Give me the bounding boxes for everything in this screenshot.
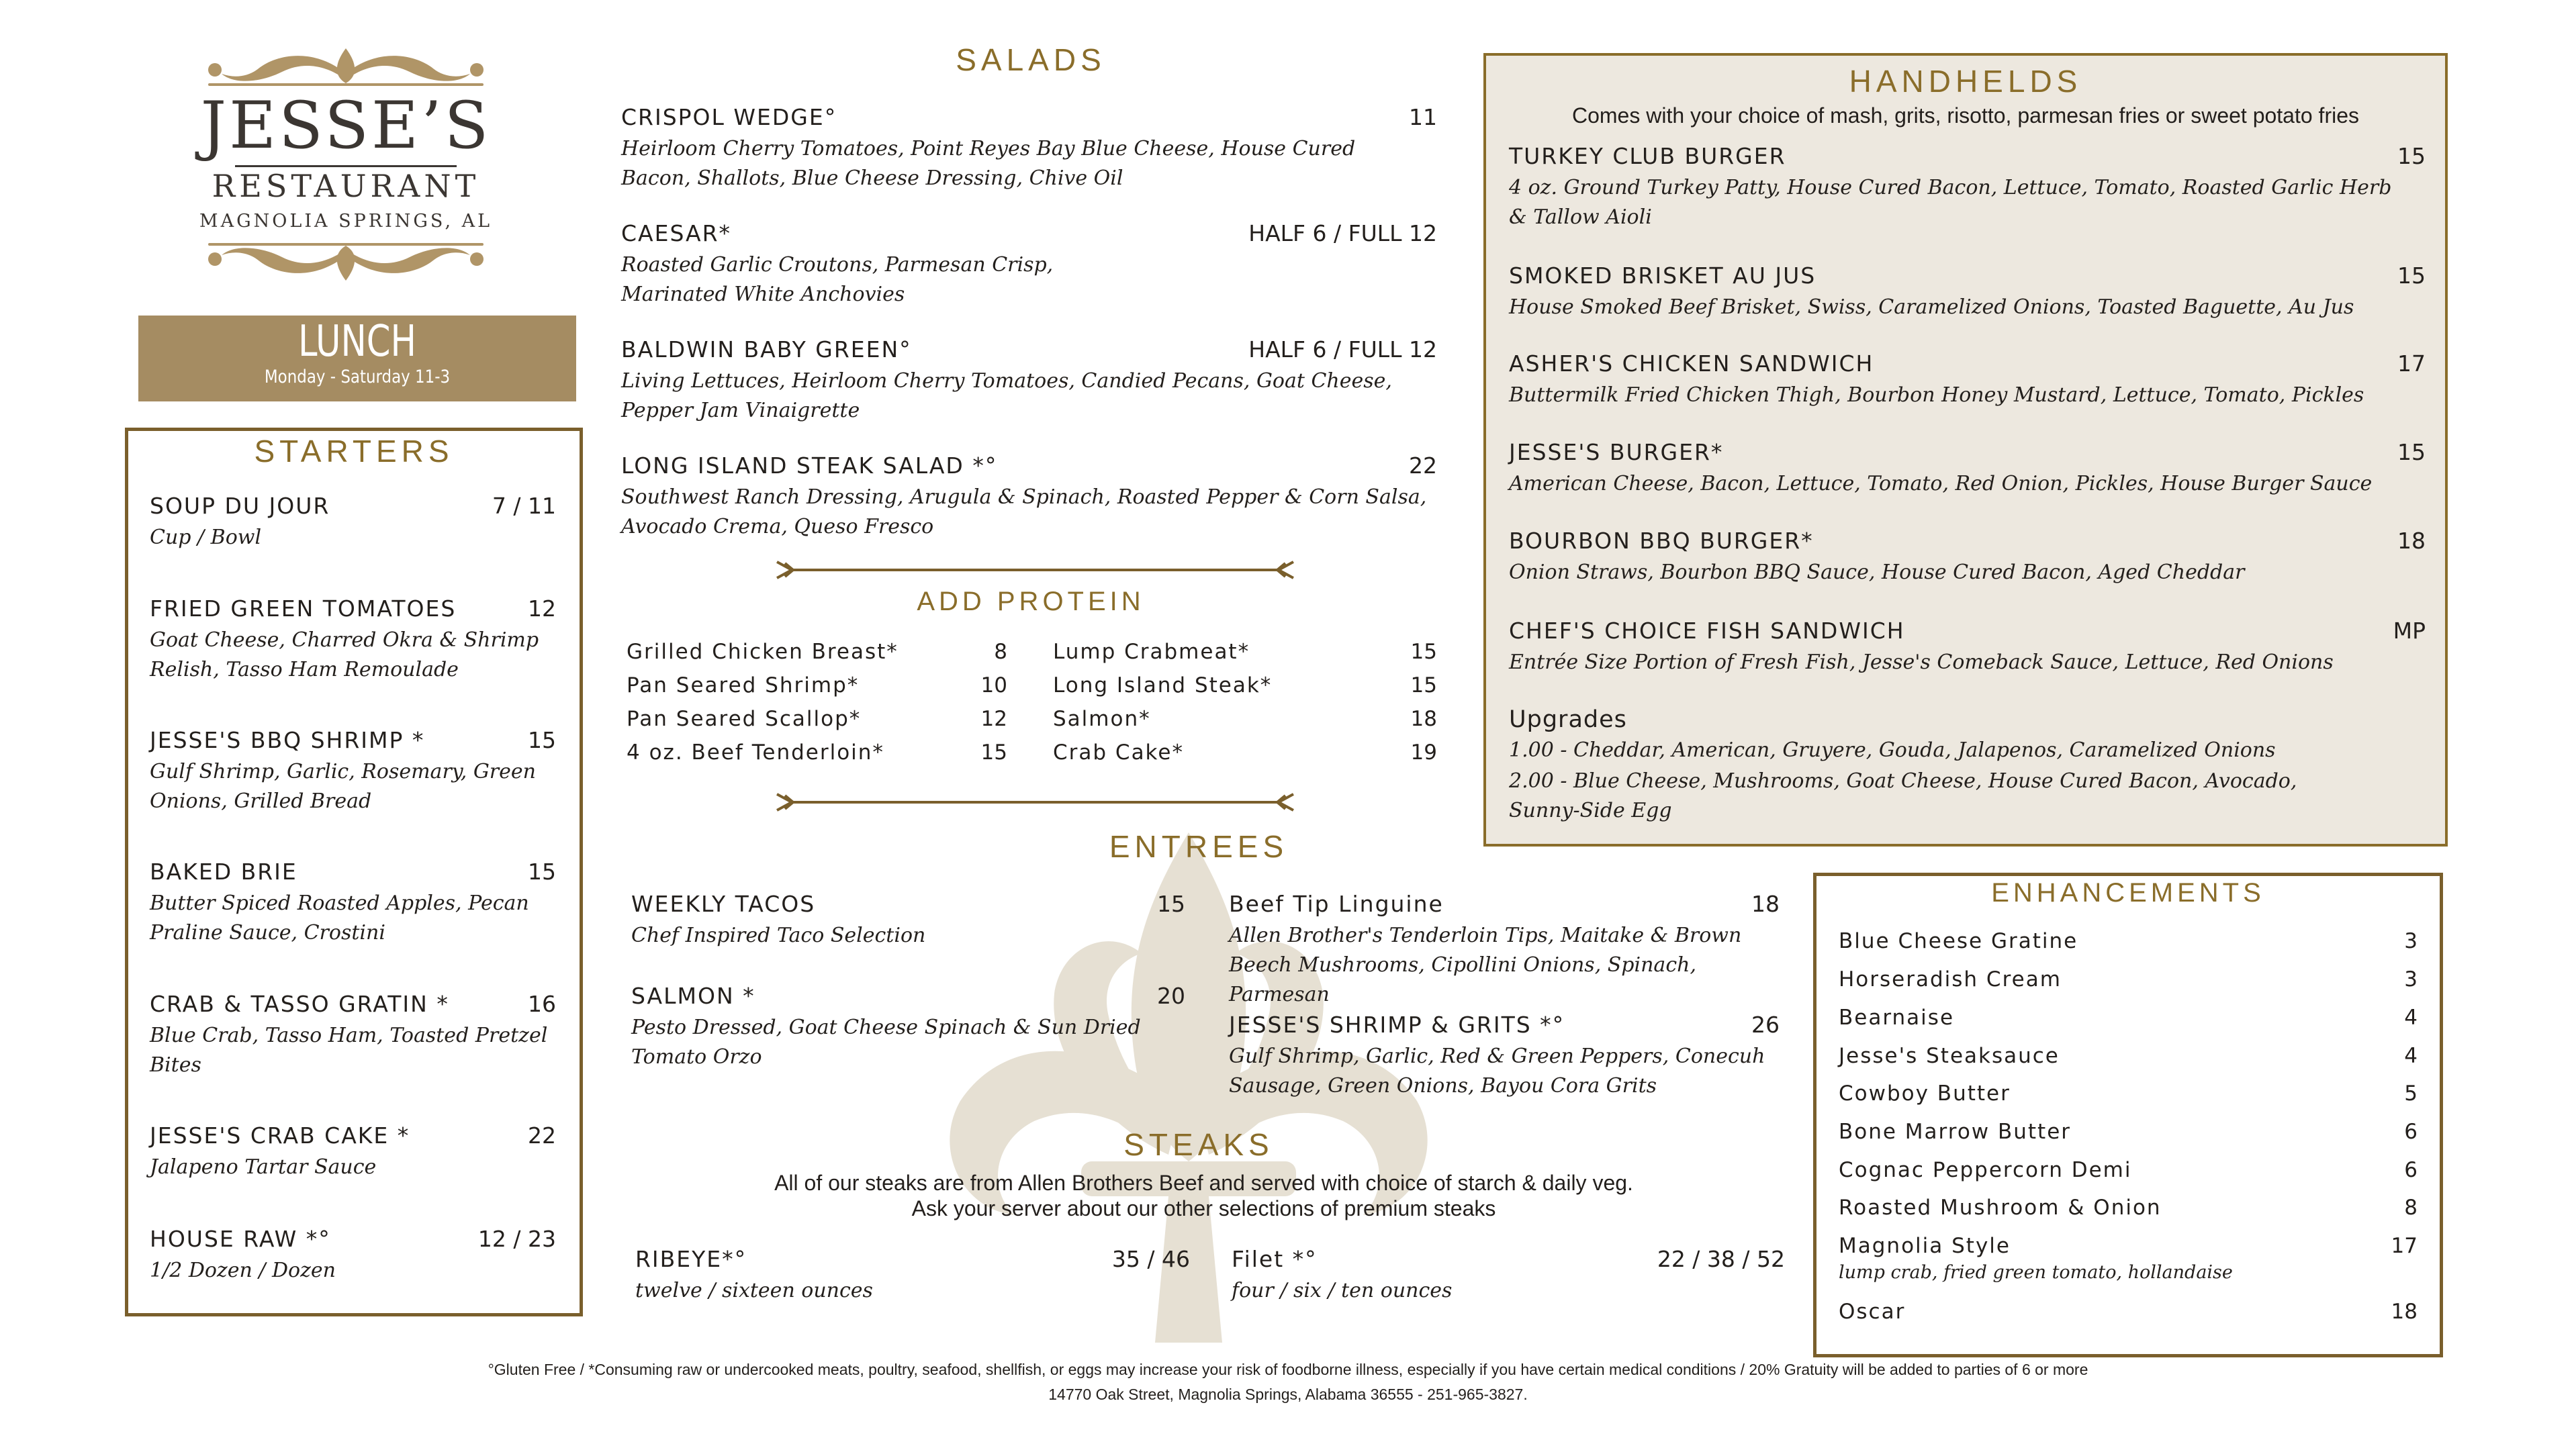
item-price: 12 [528,595,556,622]
item-desc: Gulf Shrimp, Garlic, Red & Green Peppers, Conecuh Sausage, Green Onions, Bayou Cora Grits [1229,1045,1765,1098]
item-desc: Chef Inspired Taco Selection [631,924,926,947]
item-name: BALDWIN BABY GREEN° [621,336,912,363]
divider-top [776,560,1295,580]
upgrades-title: Upgrades [1509,706,1627,733]
enhancement-price: 4 [2404,1006,2418,1030]
enhancement-name: Horseradish Cream [1839,967,2062,992]
item-desc: Butter Spiced Roasted Apples, Pecan Praline Sauce, Crostini [150,891,529,945]
salad-item [621,336,1437,426]
item-name: SALMON * [631,983,755,1009]
item-name: Filet *° [1232,1246,1318,1272]
salads-heading: SALADS [956,42,1106,77]
item-name: CAESAR* [621,220,732,246]
upgrade-line-1: 1.00 - Cheddar, American, Gruyere, Gouda, Jalapenos, Caramelized Onions [1509,738,2276,762]
protein-name: Pan Seared Scallop* [627,707,862,731]
handhelds-heading: HANDHELDS [1849,64,2082,99]
enhancement-price: 18 [2391,1300,2418,1324]
steaks-note-2: Ask your server about our other selections of premium steaks [911,1196,1496,1220]
item-price: 15 [2397,143,2426,169]
protein-price: 19 [1410,740,1437,765]
protein-name: Grilled Chicken Breast* [627,640,899,664]
item-desc: Gulf Shrimp, Garlic, Rosemary, Green Onions, Grilled Bread [150,760,536,813]
item-desc: Cup / Bowl [150,526,262,549]
starter-item [150,1226,556,1286]
item-desc: American Cheese, Bacon, Lettuce, Tomato, Red Onion, Pickles, House Burger Sauce [1509,472,2373,495]
item-name: CRISPOL WEDGE° [621,104,837,130]
starter-item [150,727,556,816]
item-desc: Goat Cheese, Charred Okra & Shrimp Relish, Tasso Ham Remoulade [150,628,539,681]
item-desc: Allen Brother's Tenderloin Tips, Maitake & Brown Beech Mushrooms, Cipollini Onions, Spinach, Parmesan [1229,924,1742,1006]
item-price: 18 [2397,528,2426,554]
enhancement-name: Jesse's Steaksauce [1839,1044,2060,1068]
item-name: CRAB & TASSO GRATIN * [150,991,449,1017]
salad-item [621,104,1437,193]
footer-address: 14770 Oak Street, Magnolia Springs, Alabama 36555 - 251-965-3827. [1048,1386,1528,1403]
enhancement-price: 8 [2404,1196,2418,1220]
item-desc: Jalapeno Tartar Sauce [150,1155,377,1179]
brand-name: JESSE’S [200,88,492,163]
item-price: 15 [528,859,556,885]
enhancements-heading: ENHANCEMENTS [1991,878,2265,908]
protein-price: 12 [980,707,1007,731]
item-price: 15 [528,727,556,753]
item-name: SOUP DU JOUR [150,493,330,519]
starter-item [150,1122,556,1182]
item-desc: House Smoked Beef Brisket, Swiss, Caramelized Onions, Toasted Baguette, Au Jus [1509,295,2354,319]
steak-item [635,1246,1190,1306]
handheld-item [1509,528,2426,587]
handheld-item [1509,262,2426,322]
enhancement-price: 17 [2391,1234,2418,1258]
item-name: Beef Tip Linguine [1229,891,1444,917]
starter-item [150,493,556,552]
item-desc: four / six / ten ounces [1232,1279,1453,1302]
item-name: CHEF'S CHOICE FISH SANDWICH [1509,618,1905,644]
entree-item [631,983,1185,1072]
item-desc: 4 oz. Ground Turkey Patty, House Cured Bacon, Lettuce, Tomato, Roasted Garlic Herb & Tallow Aioli [1509,176,2392,229]
protein-heading: ADD PROTEIN [917,587,1145,616]
entrees-heading: ENTREES [1109,829,1289,864]
protein-name: Long Island Steak* [1053,673,1273,697]
protein-name: Pan Seared Shrimp* [627,673,860,697]
item-price: 18 [1751,891,1780,917]
item-price: 22 [1409,452,1437,479]
item-price: 15 [2397,439,2426,465]
item-name: LONG ISLAND STEAK SALAD *° [621,452,998,479]
item-name: WEEKLY TACOS [631,891,816,917]
item-name: SMOKED BRISKET AU JUS [1509,262,1816,289]
item-price: 22 [528,1122,556,1149]
item-price: 20 [1157,983,1185,1009]
item-desc: Buttermilk Fried Chicken Thigh, Bourbon Honey Mustard, Lettuce, Tomato, Pickles [1509,383,2364,407]
starter-item [150,595,556,685]
protein-price: 10 [980,673,1007,697]
starter-item [150,859,556,948]
item-price: 35 / 46 [1111,1246,1190,1272]
item-price: HALF 6 / FULL 12 [1248,220,1437,246]
protein-name: 4 oz. Beef Tenderloin* [627,740,884,765]
protein-price: 15 [1410,673,1437,697]
enhancement-price: 3 [2404,929,2418,953]
protein-name: Crab Cake* [1053,740,1184,765]
item-price: HALF 6 / FULL 12 [1248,336,1437,363]
item-desc: 1/2 Dozen / Dozen [150,1259,336,1282]
salad-item [621,452,1437,542]
brand-location: MAGNOLIA SPRINGS, AL [199,211,493,232]
steak-item [1232,1246,1785,1306]
item-desc: Southwest Ranch Dressing, Arugula & Spinach, Roasted Pepper & Corn Salsa, Avocado Crema, Queso Fresco [621,485,1427,538]
brand-sub: RESTAURANT [212,168,480,204]
item-name: ASHER'S CHICKEN SANDWICH [1509,350,1874,377]
enhancement-name: Magnolia Style [1839,1234,2011,1258]
upgrade-line-2: 2.00 - Blue Cheese, Mushrooms, Goat Cheese, House Cured Bacon, Avocado, Sunny-Side Egg [1509,769,2297,822]
entree-item [631,891,1185,951]
item-price: 16 [528,991,556,1017]
item-price: 15 [2397,262,2426,289]
item-price: 22 / 38 / 52 [1657,1246,1785,1272]
enhancement-name: Blue Cheese Gratine [1839,929,2078,953]
enhancement-price: 6 [2404,1158,2418,1182]
item-name: JESSE'S SHRIMP & GRITS *° [1229,1012,1565,1038]
item-price: 15 [1157,891,1185,917]
item-name: JESSE'S BURGER* [1509,439,1724,465]
footer-disclaimer: °Gluten Free / *Consuming raw or undercooked meats, poultry, seafood, shellfish, or eggs may increase your risk of foodborne illness, especially if you have certain medical conditions / 20% Gratuity will be added to parties of 6 or more [488,1361,2088,1378]
item-price: 26 [1751,1012,1780,1038]
item-name: JESSE'S BBQ SHRIMP * [150,727,425,753]
item-desc: Pesto Dressed, Goat Cheese Spinach & Sun Dried Tomato Orzo [631,1016,1141,1069]
lunch-title: LUNCH [298,317,416,367]
item-name: JESSE'S CRAB CAKE * [150,1122,410,1149]
logo-rule [235,165,457,167]
item-desc: Roasted Garlic Croutons, Parmesan Crisp, Marinated White Anchovies [621,253,1054,306]
enhancement-name: Oscar [1839,1300,1906,1324]
divider-bottom [776,792,1295,812]
starter-item [150,991,556,1080]
item-desc: Entrée Size Portion of Fresh Fish, Jesse's Comeback Sauce, Lettuce, Red Onions [1509,650,2334,674]
protein-price: 15 [1410,640,1437,664]
starters-heading: STARTERS [254,434,454,469]
enhancement-price: 6 [2404,1120,2418,1144]
salad-item [621,220,1437,309]
protein-price: 8 [994,640,1007,664]
item-name: TURKEY CLUB BURGER [1509,143,1786,169]
protein-name: Salmon* [1053,707,1151,731]
ornament-bottom [195,239,497,287]
item-name: FRIED GREEN TOMATOES [150,595,457,622]
item-name: RIBEYE*° [635,1246,747,1272]
entree-item [1229,891,1780,1010]
handheld-item [1509,618,2426,677]
protein-price: 18 [1410,707,1437,731]
item-desc: twelve / sixteen ounces [635,1279,873,1302]
enhancement-price: 5 [2404,1081,2418,1106]
handheld-item [1509,439,2426,499]
enhancement-desc: lump crab, fried green tomato, hollandaise [1839,1262,2233,1283]
enhancement-name: Bearnaise [1839,1006,1955,1030]
lunch-hours: Monday - Saturday 11-3 [264,367,451,387]
handheld-item [1509,350,2426,410]
item-price: 12 / 23 [477,1226,556,1252]
item-desc: Blue Crab, Tasso Ham, Toasted Pretzel Bites [150,1024,548,1077]
item-desc: Heirloom Cherry Tomatoes, Point Reyes Bay Blue Cheese, House Cured Bacon, Shallots, Blue Cheese Dressing, Chive Oil [621,137,1356,190]
item-price: 17 [2397,350,2426,377]
item-desc: Onion Straws, Bourbon BBQ Sauce, House Cured Bacon, Aged Cheddar [1509,561,2245,584]
item-name: BAKED BRIE [150,859,297,885]
item-name: HOUSE RAW *° [150,1226,331,1252]
entree-item [1229,1012,1780,1101]
ornament-top [195,42,497,90]
enhancement-name: Bone Marrow Butter [1839,1120,2072,1144]
enhancement-price: 3 [2404,967,2418,992]
steaks-note-1: All of our steaks are from Allen Brothers Beef and served with choice of starch & daily veg. [774,1171,1633,1195]
enhancement-name: Cowboy Butter [1839,1081,2011,1106]
steaks-heading: STEAKS [1123,1127,1274,1162]
enhancement-name: Cognac Peppercorn Demi [1839,1158,2132,1182]
protein-price: 15 [980,740,1007,765]
item-price: MP [2393,618,2426,644]
handheld-item [1509,143,2426,232]
item-price: 7 / 11 [492,493,556,519]
enhancement-price: 4 [2404,1044,2418,1068]
enhancement-name: Roasted Mushroom & Onion [1839,1196,2162,1220]
item-desc: Living Lettuces, Heirloom Cherry Tomatoes, Candied Pecans, Goat Cheese, Pepper Jam Vinaigrette [621,369,1392,422]
item-name: BOURBON BBQ BURGER* [1509,528,1814,554]
handhelds-note: Comes with your choice of mash, grits, risotto, parmesan fries or sweet potato fries [1571,103,2359,128]
protein-name: Lump Crabmeat* [1053,640,1250,664]
item-price: 11 [1409,104,1437,130]
